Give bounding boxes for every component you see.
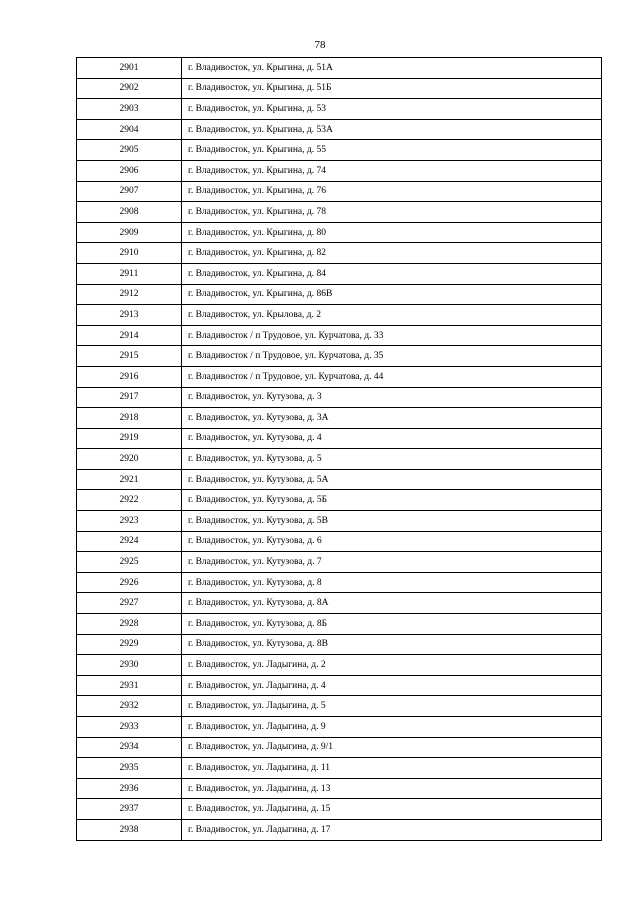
table-row xyxy=(77,799,602,820)
row-number-cell: 2934 xyxy=(77,737,182,758)
table-row xyxy=(77,119,602,140)
row-number-cell: 2910 xyxy=(77,243,182,264)
address-cell: г. Владивосток, ул. Кутузова, д. 3 xyxy=(182,387,602,408)
row-number-cell: 2935 xyxy=(77,758,182,779)
row-number-cell: 2902 xyxy=(77,78,182,99)
row-number-cell: 2915 xyxy=(77,346,182,367)
row-number-cell: 2926 xyxy=(77,572,182,593)
table-row xyxy=(77,366,602,387)
row-number-cell: 2920 xyxy=(77,449,182,470)
row-number-cell: 2901 xyxy=(77,58,182,79)
table-row xyxy=(77,819,602,840)
address-cell: г. Владивосток, ул. Крыгина, д. 51А xyxy=(182,58,602,79)
address-cell: г. Владивосток, ул. Крылова, д. 2 xyxy=(182,305,602,326)
table-row xyxy=(77,263,602,284)
table-row xyxy=(77,531,602,552)
row-number-cell: 2906 xyxy=(77,160,182,181)
row-number-cell: 2904 xyxy=(77,119,182,140)
address-cell: г. Владивосток / п Трудовое, ул. Курчатова, д. 33 xyxy=(182,325,602,346)
address-cell: г. Владивосток, ул. Крыгина, д. 55 xyxy=(182,140,602,161)
address-cell: г. Владивосток / п Трудовое, ул. Курчатова, д. 35 xyxy=(182,346,602,367)
address-cell: г. Владивосток, ул. Кутузова, д. 4 xyxy=(182,428,602,449)
address-cell: г. Владивосток, ул. Кутузова, д. 8 xyxy=(182,572,602,593)
row-number-cell: 2921 xyxy=(77,469,182,490)
address-cell: г. Владивосток, ул. Ладыгина, д. 9 xyxy=(182,717,602,738)
row-number-cell: 2927 xyxy=(77,593,182,614)
table-row xyxy=(77,325,602,346)
table-row xyxy=(77,737,602,758)
address-cell: г. Владивосток, ул. Крыгина, д. 86В xyxy=(182,284,602,305)
row-number-cell: 2936 xyxy=(77,778,182,799)
row-number-cell: 2911 xyxy=(77,263,182,284)
table-row xyxy=(77,758,602,779)
page-number: 78 xyxy=(314,39,326,51)
table-row xyxy=(77,675,602,696)
table-row xyxy=(77,99,602,120)
table-row xyxy=(77,614,602,635)
row-number-cell: 2908 xyxy=(77,202,182,223)
address-cell: г. Владивосток, ул. Ладыгина, д. 4 xyxy=(182,675,602,696)
address-cell: г. Владивосток, ул. Крыгина, д. 84 xyxy=(182,263,602,284)
address-cell: г. Владивосток, ул. Кутузова, д. 8В xyxy=(182,634,602,655)
row-number-cell: 2923 xyxy=(77,511,182,532)
row-number-cell: 2928 xyxy=(77,614,182,635)
row-number-cell: 2905 xyxy=(77,140,182,161)
table-row xyxy=(77,593,602,614)
table-row xyxy=(77,655,602,676)
row-number-cell: 2907 xyxy=(77,181,182,202)
address-cell: г. Владивосток, ул. Кутузова, д. 6 xyxy=(182,531,602,552)
address-cell: г. Владивосток, ул. Кутузова, д. 8Б xyxy=(182,614,602,635)
row-number-cell: 2913 xyxy=(77,305,182,326)
row-number-cell: 2903 xyxy=(77,99,182,120)
address-cell: г. Владивосток, ул. Кутузова, д. 5В xyxy=(182,511,602,532)
table-row xyxy=(77,387,602,408)
row-number-cell: 2919 xyxy=(77,428,182,449)
table-row xyxy=(77,78,602,99)
address-cell: г. Владивосток, ул. Кутузова, д. 3А xyxy=(182,408,602,429)
row-number-cell: 2916 xyxy=(77,366,182,387)
table-row xyxy=(77,511,602,532)
table-body xyxy=(77,58,602,841)
row-number-cell: 2914 xyxy=(77,325,182,346)
address-cell: г. Владивосток, ул. Ладыгина, д. 5 xyxy=(182,696,602,717)
table-row xyxy=(77,449,602,470)
address-cell: г. Владивосток, ул. Ладыгина, д. 9/1 xyxy=(182,737,602,758)
row-number-cell: 2925 xyxy=(77,552,182,573)
table-row xyxy=(77,305,602,326)
table-row xyxy=(77,490,602,511)
row-number-cell: 2938 xyxy=(77,819,182,840)
table-row xyxy=(77,469,602,490)
address-cell: г. Владивосток, ул. Кутузова, д. 5Б xyxy=(182,490,602,511)
row-number-cell: 2929 xyxy=(77,634,182,655)
address-cell: г. Владивосток, ул. Ладыгина, д. 15 xyxy=(182,799,602,820)
address-cell: г. Владивосток, ул. Кутузова, д. 8А xyxy=(182,593,602,614)
table-row xyxy=(77,428,602,449)
address-cell: г. Владивосток, ул. Крыгина, д. 53 xyxy=(182,99,602,120)
table-row xyxy=(77,58,602,79)
row-number-cell: 2930 xyxy=(77,655,182,676)
row-number-cell: 2917 xyxy=(77,387,182,408)
address-cell: г. Владивосток, ул. Крыгина, д. 51Б xyxy=(182,78,602,99)
table-row xyxy=(77,346,602,367)
table-row xyxy=(77,634,602,655)
row-number-cell: 2912 xyxy=(77,284,182,305)
table-row xyxy=(77,243,602,264)
address-cell: г. Владивосток, ул. Крыгина, д. 80 xyxy=(182,222,602,243)
table-row xyxy=(77,160,602,181)
table-row xyxy=(77,696,602,717)
address-cell: г. Владивосток, ул. Ладыгина, д. 17 xyxy=(182,819,602,840)
table-row xyxy=(77,717,602,738)
address-cell: г. Владивосток, ул. Крыгина, д. 82 xyxy=(182,243,602,264)
address-cell: г. Владивосток, ул. Ладыгина, д. 2 xyxy=(182,655,602,676)
address-cell: г. Владивосток, ул. Кутузова, д. 5 xyxy=(182,449,602,470)
row-number-cell: 2931 xyxy=(77,675,182,696)
table-row xyxy=(77,140,602,161)
row-number-cell: 2909 xyxy=(77,222,182,243)
table-row xyxy=(77,202,602,223)
table-row xyxy=(77,552,602,573)
row-number-cell: 2922 xyxy=(77,490,182,511)
address-cell: г. Владивосток, ул. Ладыгина, д. 13 xyxy=(182,778,602,799)
table-row xyxy=(77,181,602,202)
address-cell: г. Владивосток, ул. Крыгина, д. 53А xyxy=(182,119,602,140)
address-cell: г. Владивосток, ул. Крыгина, д. 78 xyxy=(182,202,602,223)
row-number-cell: 2937 xyxy=(77,799,182,820)
address-cell: г. Владивосток, ул. Ладыгина, д. 11 xyxy=(182,758,602,779)
table-row xyxy=(77,408,602,429)
table-row xyxy=(77,778,602,799)
address-table xyxy=(76,57,602,841)
address-cell: г. Владивосток, ул. Крыгина, д. 74 xyxy=(182,160,602,181)
address-cell: г. Владивосток, ул. Крыгина, д. 76 xyxy=(182,181,602,202)
table-row xyxy=(77,572,602,593)
row-number-cell: 2924 xyxy=(77,531,182,552)
address-cell: г. Владивосток / п Трудовое, ул. Курчатова, д. 44 xyxy=(182,366,602,387)
row-number-cell: 2933 xyxy=(77,717,182,738)
table-row xyxy=(77,222,602,243)
address-cell: г. Владивосток, ул. Кутузова, д. 7 xyxy=(182,552,602,573)
address-cell: г. Владивосток, ул. Кутузова, д. 5А xyxy=(182,469,602,490)
row-number-cell: 2918 xyxy=(77,408,182,429)
row-number-cell: 2932 xyxy=(77,696,182,717)
table-row xyxy=(77,284,602,305)
